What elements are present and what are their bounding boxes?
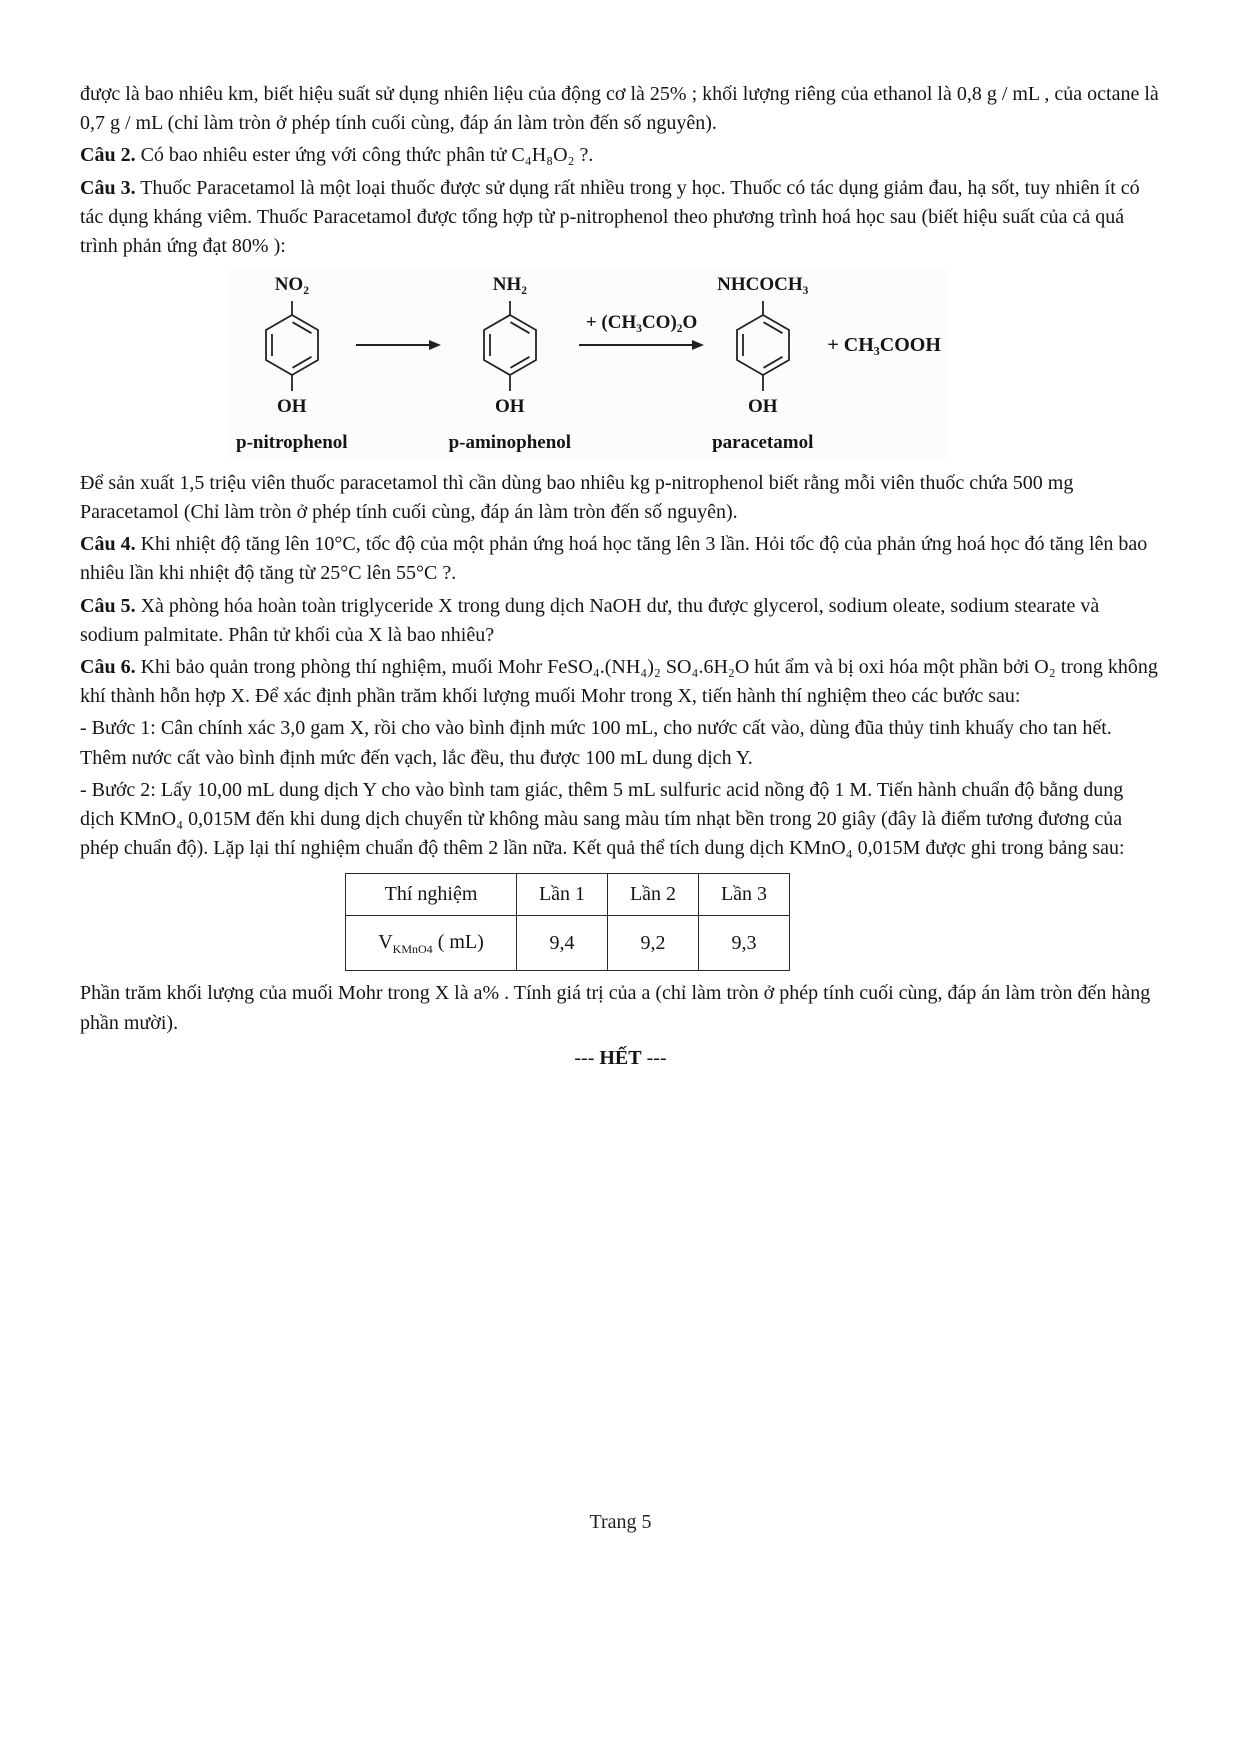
arrow-right-icon [356,339,441,351]
question-3-after-text: Để sản xuất 1,5 triệu viên thuốc paracetamol thì cần dùng bao nhiêu kg p-nitrophenol biết rằng mỗi viên thuốc chứa 500 mg Paracetamol (Chỉ làm tròn ở phép tính cuối cùng, đáp án làm tròn đến số nguyên). [80,471,1074,524]
byproduct-label: + CH₃COOH [827,334,941,357]
reaction-scheme [230,269,947,461]
question-6-text: Khi bảo quản trong phòng thí nghiệm, muối Mohr FeSO₄.(NH₄)₂ SO₄.6H₂O hút ẩm và bị oxi hóa một phần bởi O₂ trong không khí thành hỗn hợp X. Để xác định phần trăm khối lượng muối Mohr trong X, tiến hành thí nghiệm theo các bước sau: [80,655,1158,708]
titration-results-table [345,873,790,971]
volume-symbol: V [378,931,393,954]
table-values-row [346,916,790,971]
end-word: HẾT [599,1046,642,1069]
step-1-text: - Bước 1: Cân chính xác 3,0 gam X, rồi cho vào bình định mức 100 mL, cho nước cất vào, dùng đũa thủy tinh khuấy cho tan hết. Thêm nước cất vào bình định mức đến vạch, lắc đều, thu được 100 mL dung dịch Y. [80,717,1112,769]
question-6-closing [80,979,1161,1037]
question-3 [80,174,1161,262]
end-of-exam-line [80,1044,1161,1073]
question-3-label: Câu 3. [80,176,136,199]
reaction-arrow-2 [579,273,704,351]
question-4-label: Câu 4. [80,533,136,556]
end-suffix: --- [646,1046,667,1069]
intro-text: được là bao nhiêu km, biết hiệu suất sử dụng nhiên liệu của động cơ là 25% ; khối lượng riêng của ethanol là 0,8 g / mL , của octane là 0,7 g / mL (chỉ làm tròn ở phép tính cuối cùng, đáp án làm tròn đến số nguyên). [80,83,1159,135]
table-header-trial-2: Lần 2 [608,874,699,916]
question-4-text: Khi nhiệt độ tăng lên 10°C, tốc độ của một phản ứng hoá học tăng lên 3 lần. Hỏi tốc độ của phản ứng hoá học đó tăng lên bao nhiêu lần khi nhiệt độ tăng từ 25°C lên 55°C ?. [80,533,1148,585]
benzene-ring-icon [728,299,798,393]
volume-value-1: 9,4 [517,916,608,971]
acetamido-group-label: NHCOCH₃ [717,274,809,296]
volume-subscript: KMnO4 [392,942,433,957]
intro-paragraph [80,80,1161,138]
question-3-after-diagram [80,469,1161,527]
question-6-step-2 [80,776,1161,864]
volume-value-2: 9,2 [608,916,699,971]
structure-name: p-aminophenol [448,432,572,454]
closing-text: Phần trăm khối lượng của muối Mohr trong X là a% . Tính giá trị của a (chỉ làm tròn ở phép tính cuối cùng, đáp án làm tròn đến hàng phần mười). [80,982,1151,1034]
structure-name: p-nitrophenol [236,432,348,454]
question-5-label: Câu 5. [80,594,136,617]
end-prefix: --- [574,1046,595,1069]
structure-name: paracetamol [712,432,814,454]
question-3-text: Thuốc Paracetamol là một loại thuốc được sử dụng rất nhiều trong y học. Thuốc có tác dụng giảm đau, hạ sốt, tuy nhiên ít có tác dụng kháng viêm. Thuốc Paracetamol được tổng hợp từ p-nitrophenol theo phương trình hoá học sau (biết hiệu suất của cả quá trình phản ứng đạt 80% ): [80,176,1140,257]
question-6 [80,653,1161,711]
question-2-label: Câu 2. [80,144,136,167]
question-6-step-1 [80,714,1161,772]
question-6-label: Câu 6. [80,655,136,678]
volume-unit: ( mL) [437,931,484,954]
step-2-text: - Bước 2: Lấy 10,00 mL dung dịch Y cho vào bình tam giác, thêm 5 mL sulfuric acid nồng độ 1 M. Tiến hành chuẩn độ bằng dung dịch KMnO₄ 0,015M đến khi dung dịch chuyển từ không màu sang màu tím nhạt bền trong 20 giây (đây là điểm tương đương của phép chuẩn độ). Lặp lại thí nghiệm chuẩn độ thêm 2 lần nữa. Kết quả thể tích dung dịch KMnO₄ 0,015M được ghi trong bảng sau: [80,778,1125,860]
hydroxyl-group-label: OH [277,396,307,418]
reagent-label: + (CH₃CO)₂O [585,312,698,334]
nitro-group-label: NO₂ [274,274,309,296]
amino-group-label: NH₂ [492,274,527,296]
hydroxyl-group-label: OH [495,396,525,418]
table-header-trial-3: Lần 3 [699,874,790,916]
question-4 [80,530,1161,588]
reaction-arrow-1 [356,273,441,351]
volume-row-label [346,916,517,971]
table-header-trial-1: Lần 1 [517,874,608,916]
table-header-row [346,874,790,916]
page-content [80,80,1161,1073]
hydroxyl-group-label: OH [747,396,778,418]
structure-p-aminophenol [449,273,571,457]
table-header-experiment: Thí nghiệm [346,874,517,916]
page-number: Trang 5 [589,1511,652,1533]
structure-paracetamol [712,273,813,457]
arrow-right-icon [579,339,704,351]
benzene-ring-icon [475,299,545,393]
question-5-text: Xà phòng hóa hoàn toàn triglyceride X trong dung dịch NaOH dư, thu được glycerol, sodium oleate, sodium stearate và sodium palmitate. Phân tử khối của X là bao nhiêu? [80,594,1100,646]
question-2-text: Có bao nhiêu ester ứng với công thức phân tử C₄H₈O₂ ?. [135,144,594,167]
volume-value-3: 9,3 [699,916,790,971]
benzene-ring-icon [257,299,327,393]
question-5 [80,592,1161,650]
question-2 [80,141,1161,170]
structure-p-nitrophenol [236,273,348,457]
